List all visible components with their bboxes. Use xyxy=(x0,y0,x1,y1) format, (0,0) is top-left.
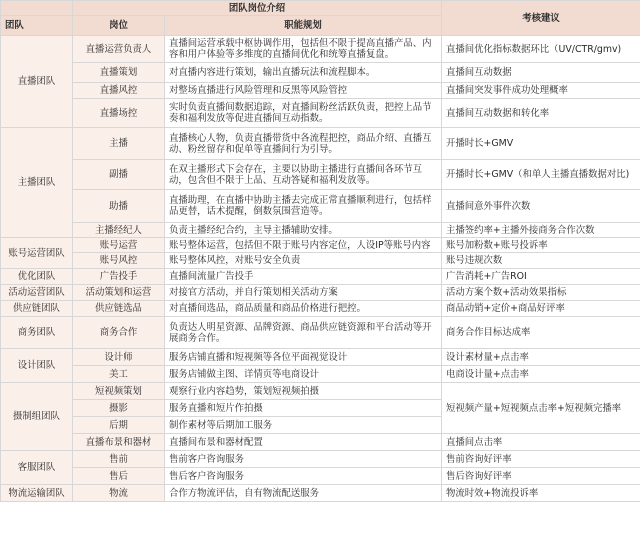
position-cell: 设计师 xyxy=(73,349,165,366)
assessment-cell: 直播间意外事件次数 xyxy=(442,190,640,223)
table-row xyxy=(1,99,640,128)
assessment-cell: 电商设计量+点击率 xyxy=(442,366,640,383)
position-cell: 商务合作 xyxy=(73,317,165,349)
team-cell: 主播团队 xyxy=(1,128,73,238)
assessment-cell: 开播时长+GMV（和单人主播直播数据对比) xyxy=(442,160,640,190)
assessment-cell: 主播签约率+主播外接商务合作次数 xyxy=(442,223,640,238)
position-cell: 售后 xyxy=(73,468,165,485)
table-row xyxy=(1,468,640,485)
duty-cell: 售后客户咨询服务 xyxy=(165,468,442,485)
team-cell: 商务团队 xyxy=(1,317,73,349)
assessment-cell: 直播间互动数据 xyxy=(442,63,640,83)
duty-cell: 服务店铺做主图、详情页等电商设计 xyxy=(165,366,442,383)
position-cell: 账号运营 xyxy=(73,238,165,253)
duty-cell: 对接官方活动，并自行策划相关活动方案 xyxy=(165,285,442,301)
position-cell: 美工 xyxy=(73,366,165,383)
table-row xyxy=(1,160,640,190)
duty-cell: 账号整体风控，对账号安全负责 xyxy=(165,253,442,269)
position-cell: 短视频策划 xyxy=(73,383,165,400)
assessment-cell: 活动方案个数+活动效果指标 xyxy=(442,285,640,301)
table-title: 团队岗位介绍 xyxy=(73,1,442,16)
position-cell: 售前 xyxy=(73,451,165,468)
table-row xyxy=(1,128,640,160)
duty-cell: 直播助理，在直播中协助主播去完成正常直播顺利进行，包括样品更替，话术提醒，倒数氛围营造等。 xyxy=(165,190,442,223)
position-cell: 直播运营负责人 xyxy=(73,36,165,63)
assessment-cell: 物流时效+物流投诉率 xyxy=(442,485,640,502)
team-cell: 直播团队 xyxy=(1,36,73,128)
position-cell: 直播策划 xyxy=(73,63,165,83)
duty-cell: 合作方物流评估，自有物流配送服务 xyxy=(165,485,442,502)
position-cell: 物流 xyxy=(73,485,165,502)
table-row xyxy=(1,317,640,349)
assessment-cell: 设计素材量+点击率 xyxy=(442,349,640,366)
duty-cell: 售前客户咨询服务 xyxy=(165,451,442,468)
table-row xyxy=(1,63,640,83)
table-row xyxy=(1,36,640,63)
table-row xyxy=(1,253,640,269)
duty-cell: 账号整体运营，包括但不限于账号内容定位，人设IP等账号内容 xyxy=(165,238,442,253)
position-cell: 直播布景和器材 xyxy=(73,434,165,451)
position-cell: 主播 xyxy=(73,128,165,160)
position-cell: 直播场控 xyxy=(73,99,165,128)
position-cell: 副播 xyxy=(73,160,165,190)
position-cell: 摄影 xyxy=(73,400,165,417)
table-row xyxy=(1,285,640,301)
assessment-cell: 直播间突发事件成功处理概率 xyxy=(442,83,640,99)
table-row xyxy=(1,349,640,366)
table-row xyxy=(1,366,640,383)
duty-cell: 对直播内容进行策划，输出直播玩法和流程脚本。 xyxy=(165,63,442,83)
duty-cell: 服务店铺直播和短视频等各位平面视觉设计 xyxy=(165,349,442,366)
assessment-cell: 商务合作目标达成率 xyxy=(442,317,640,349)
position-cell: 助播 xyxy=(73,190,165,223)
assessment-cell: 售前咨询好评率 xyxy=(442,451,640,468)
assessment-cell: 短视频产量+短视频点击率+短视频完播率 xyxy=(442,383,640,434)
title-left-blank xyxy=(1,1,73,16)
header-duty: 职能规划 xyxy=(165,16,442,36)
duty-cell: 直播间布景和器材配置 xyxy=(165,434,442,451)
assessment-cell: 直播间优化指标数据环比（UV/CTR/gmv) xyxy=(442,36,640,63)
position-cell: 直播风控 xyxy=(73,83,165,99)
header-assessment: 考核建议 xyxy=(442,1,640,36)
position-cell: 账号风控 xyxy=(73,253,165,269)
assessment-cell: 账号加粉数+账号投诉率 xyxy=(442,238,640,253)
duty-cell: 直播间运营承载中枢协调作用，包括但不限于提高直播产品、内容和用户体验等多维度的直播间优化和统筹直播复盘。 xyxy=(165,36,442,63)
duty-cell: 负责主播经纪合约，主导主播辅助安排。 xyxy=(165,223,442,238)
duty-cell: 观察行业内容趋势，策划短视频拍摄 xyxy=(165,383,442,400)
table-row xyxy=(1,451,640,468)
team-cell: 摄制组团队 xyxy=(1,383,73,451)
assessment-cell: 直播间互动数据和转化率 xyxy=(442,99,640,128)
table-row xyxy=(1,383,640,400)
duty-cell: 服务直播和短片作拍摄 xyxy=(165,400,442,417)
position-cell: 后期 xyxy=(73,417,165,434)
table-row xyxy=(1,485,640,502)
duty-cell: 直播核心人物，负责直播带货中各流程把控，商品介绍、直播互动、粉丝留存和促单等直播间行为引导。 xyxy=(165,128,442,160)
header-team: 团队 xyxy=(1,16,73,36)
assessment-cell: 售后咨询好评率 xyxy=(442,468,640,485)
table-row xyxy=(1,269,640,285)
team-cell: 账号运营团队 xyxy=(1,238,73,269)
team-cell: 供应链团队 xyxy=(1,301,73,317)
table-row xyxy=(1,434,640,451)
assessment-cell: 开播时长+GMV xyxy=(442,128,640,160)
duty-cell: 在双主播形式下会存在，主要以协助主播进行直播间各环节互动，包含但不限于上品、互动答疑和福利发放等。 xyxy=(165,160,442,190)
table-row xyxy=(1,301,640,317)
team-cell: 设计团队 xyxy=(1,349,73,383)
table-row xyxy=(1,190,640,223)
position-cell: 广告投手 xyxy=(73,269,165,285)
duty-cell: 对整场直播进行风险管理和反黑等风险管控 xyxy=(165,83,442,99)
header-position: 岗位 xyxy=(73,16,165,36)
duty-cell: 直播间流量广告投手 xyxy=(165,269,442,285)
table-row xyxy=(1,238,640,253)
assessment-cell: 广告消耗+广告ROI xyxy=(442,269,640,285)
position-cell: 供应链选品 xyxy=(73,301,165,317)
duty-cell: 制作素材等后期加工服务 xyxy=(165,417,442,434)
team-cell: 物流运输团队 xyxy=(1,485,73,502)
table-row xyxy=(1,83,640,99)
assessment-cell: 账号违规次数 xyxy=(442,253,640,269)
duty-cell: 负责达人明星资源、品牌资源、商品供应链资源和平台活动等开展商务合作。 xyxy=(165,317,442,349)
position-cell: 主播经纪人 xyxy=(73,223,165,238)
duty-cell: 实时负责直播间数据追踪，对直播间粉丝活跃负责，把控上品节奏和福利发放等促进直播间互动指数。 xyxy=(165,99,442,128)
duty-cell: 对直播间选品，商品质量和商品价格进行把控。 xyxy=(165,301,442,317)
team-cell: 活动运营团队 xyxy=(1,285,73,301)
team-cell: 优化团队 xyxy=(1,269,73,285)
position-cell: 活动策划和运营 xyxy=(73,285,165,301)
team-cell: 客服团队 xyxy=(1,451,73,485)
assessment-cell: 商品动销+定价+商品好评率 xyxy=(442,301,640,317)
table-row xyxy=(1,223,640,238)
assessment-cell: 直播间点击率 xyxy=(442,434,640,451)
